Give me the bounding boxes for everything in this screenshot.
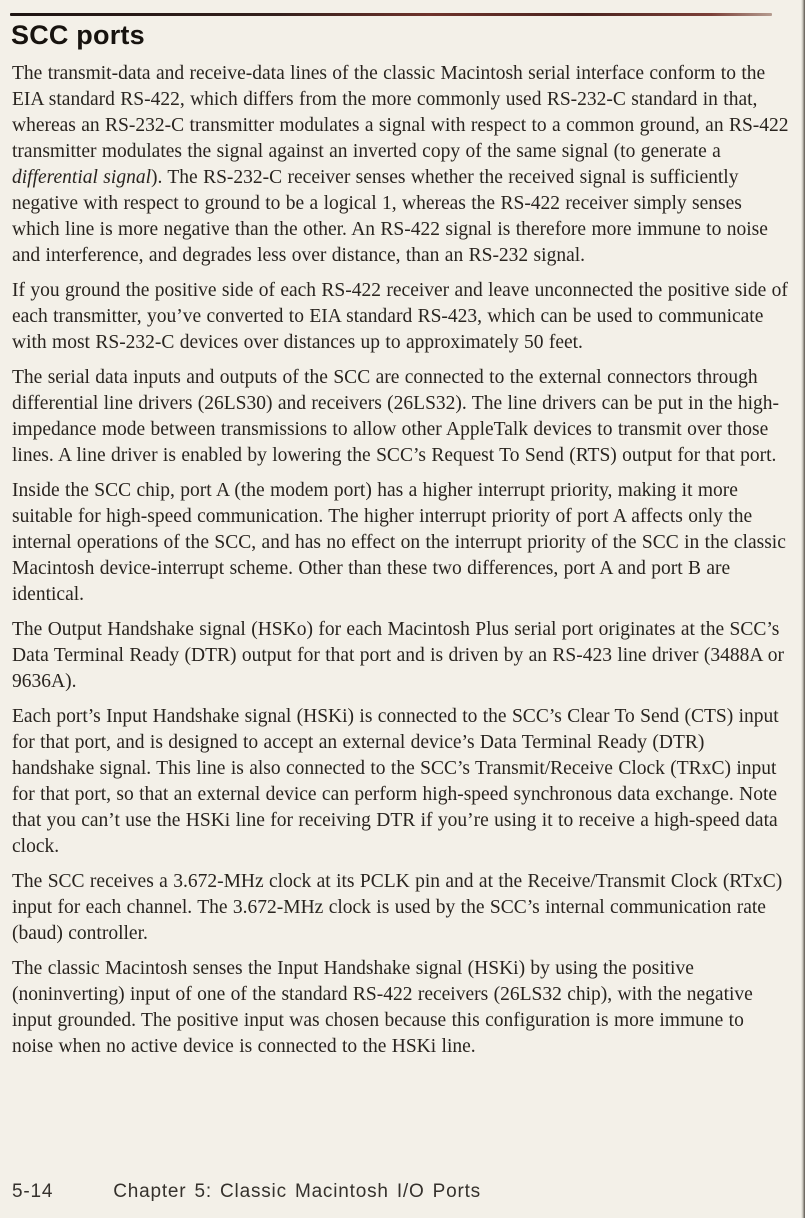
paragraph-text: ). The RS-232-C receiver senses whether the received signal is sufficiently negative with respect to ground to be a logical 1, whereas the RS-422 receiver simply senses which line is more negative than the other. An RS-422 signal is therefore more immune to noise and interference, and degrades less over distance, than an RS-232 signal. (12, 167, 768, 266)
section-rule (10, 13, 772, 16)
paragraph (12, 869, 789, 947)
page-footer (12, 1181, 481, 1203)
body-text (12, 61, 789, 1069)
scan-edge-shadow (801, 0, 805, 1218)
paragraph (12, 478, 789, 608)
paragraph (12, 278, 789, 356)
paragraph-text-italic: differential signal (12, 167, 151, 188)
paragraph-text: The Output Handshake signal (HSKo) for each Macintosh Plus serial port originates at the SCC’s Data Terminal Ready (DTR) output for that port and is driven by an RS-423 line driver (3488A or 9636A). (12, 619, 784, 692)
paragraph-text: The serial data inputs and outputs of the SCC are connected to the external connectors through differential line drivers (26LS30) and receivers (26LS32). The line drivers can be put in the high-impedance mode between transmissions to allow other AppleTalk devices to transmit over those lines. A line driver is enabled by lowering the SCC’s Request To Send (RTS) output for that port. (12, 367, 780, 466)
paragraph-text: The classic Macintosh senses the Input Handshake signal (HSKi) by using the positive (noninverting) input of one of the standard RS-422 receivers (26LS32 chip), with the negative input grounded. The positive input was chosen because this configuration is more immune to noise when no active device is connected to the HSKi line. (12, 958, 753, 1057)
chapter-title: Chapter 5: Classic Macintosh I/O Ports (113, 1181, 481, 1202)
paragraph-text: Inside the SCC chip, port A (the modem port) has a higher interrupt priority, making it more suitable for high-speed communication. The higher interrupt priority of port A affects only the internal operations of the SCC, and has no effect on the interrupt priority of the SCC in the classic Macintosh device-interrupt scheme. Other than these two differences, port A and port B are identical. (12, 480, 786, 605)
paragraph (12, 956, 789, 1060)
paragraph-text: The SCC receives a 3.672-MHz clock at its PCLK pin and at the Receive/Transmit Clock (RTxC) input for each channel. The 3.672-MHz clock is used by the SCC’s internal communication rate (baud) controller. (12, 871, 783, 944)
paragraph-text: The transmit-data and receive-data lines of the classic Macintosh serial interface conform to the EIA standard RS-422, which differs from the more commonly used RS-232-C standard in that, whereas an RS-232-C transmitter modulates a signal with respect to a common ground, an RS-422 transmitter modulates the signal against an inverted copy of the same signal (to generate a (12, 63, 789, 162)
paragraph (12, 617, 789, 695)
paragraph (12, 704, 789, 860)
paragraph (12, 61, 789, 269)
paragraph (12, 365, 789, 469)
page-number: 5-14 (12, 1181, 54, 1202)
paragraph-text: Each port’s Input Handshake signal (HSKi) is connected to the SCC’s Clear To Send (CTS) input for that port, and is designed to accept an external device’s Data Terminal Ready (DTR) handshake signal. This line is also connected to the SCC’s Transmit/Receive Clock (TRxC) input for that port, so that an external device can perform high-speed synchronous data exchange. Note that you can’t use the HSKi line for receiving DTR if you’re using it to receive a high-speed data clock. (12, 706, 779, 857)
section-heading: SCC ports (11, 20, 145, 50)
paragraph-text: If you ground the positive side of each RS-422 receiver and leave unconnected the positive side of each transmitter, you’ve converted to EIA standard RS-423, which can be used to communicate with most RS-232-C devices over distances up to approximately 50 feet. (12, 280, 788, 353)
